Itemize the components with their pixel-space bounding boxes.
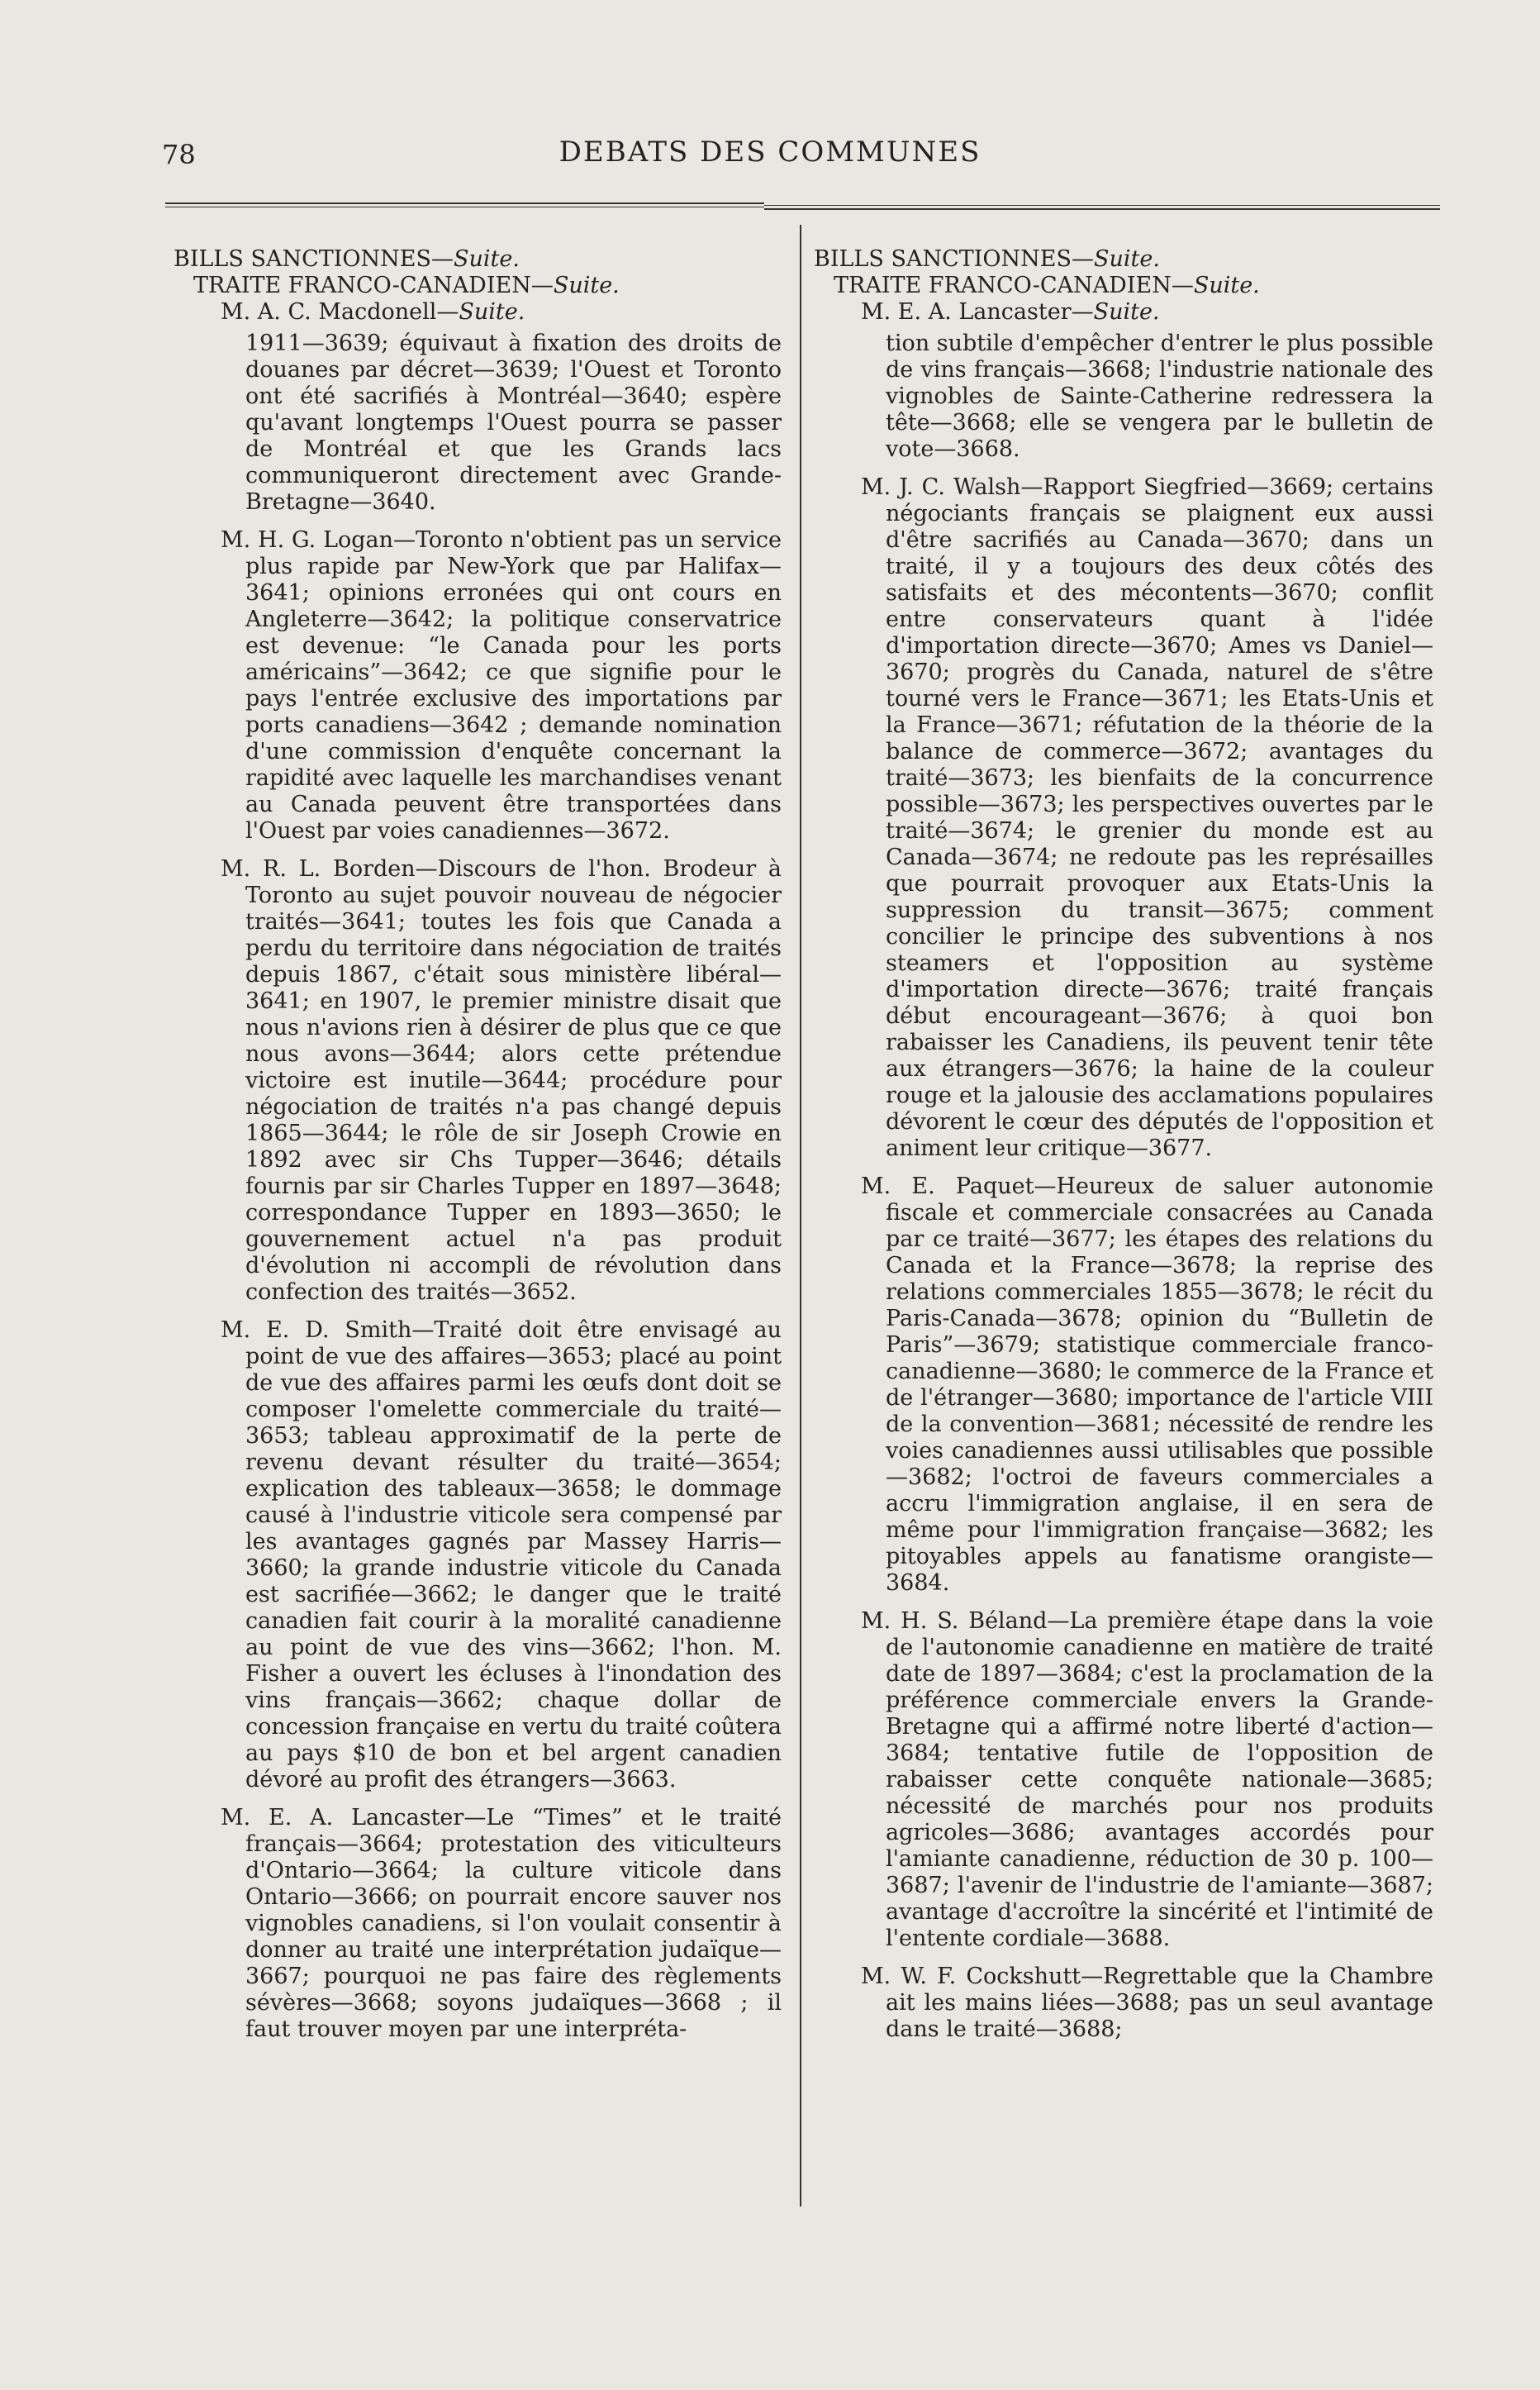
index-entry: M. R. L. Borden—Discours de l'hon. Brodeur à Toronto au sujet pouvoir nouveau de négocier traités—3641; toutes les fois que Canada a perdu du territoire dans négociation de traités depuis 1867, c'était sous ministère libéral—3641; en 1907, le premier ministre disait que nous n'avions rien à désirer de plus que ce que nous avons—3644; alors cette prétendue victoire est inutile—3644; procédure pour négociation de traités n'a pas changé depuis 1865—3644; le rôle de sir Joseph Crowie en 1892 avec sir Chs Tupper—3646; détails fournis par sir Charles Tupper en 1897—3648; correspondance Tupper en 1893—3650; le gouvernement actuel n'a pas produit d'évolution ni accompli de révolution dans confection des traités—3652. bbox=[221, 856, 782, 1305]
suite-label: Suite. bbox=[553, 273, 620, 298]
header-rule-left bbox=[165, 202, 764, 207]
subsection-heading-text: TRAITE FRANCO-CANADIEN— bbox=[193, 273, 554, 298]
index-entry: tion subtile d'empêcher d'entrer le plus possible de vins français—3668; l'industrie nationale des vignobles de Sainte-Catherine redressera la tête—3668; elle se vengera par le bulletin de vote—3668. bbox=[886, 331, 1433, 462]
section-heading bbox=[173, 246, 782, 273]
section-heading bbox=[814, 246, 1433, 273]
index-entry: M. E. D. Smith—Traité doit être envisagé au point de vue des affaires—3653; placé au point de vue des affaires parmi les œufs dont doit se composer l'omelette commerciale du traité—3653; tableau approximatif de la perte de revenu devant résulter du traité—3654; explication des tableaux—3658; le dommage causé à l'industrie viticole sera compensé par les avantages gagnés par Massey Harris—3660; la grande industrie viticole du Canada est sacrifiée—3662; le danger que le traité canadien fait courir à la moralité canadienne au point de vue des vins—3662; l'hon. M. Fisher a ouvert les écluses à l'inondation des vins français—3662; chaque dollar de concession française en vertu du traité coûtera au pays $10 de bon et bel argent canadien dévoré au profit des étrangers—3663. bbox=[221, 1317, 782, 1792]
index-entry: M. E. A. Lancaster—Le “Times” et le traité français—3664; protestation des viticulteurs d'Ontario—3664; la culture viticole dans Ontario—3666; on pourrait encore sauver nos vignobles canadiens, si l'on voulait consentir à donner au traité une interprétation judaïque—3667; pourquoi ne pas faire des règlements sévères—3668; soyons judaïques—3668 ; il faut trouver moyen par une interpréta- bbox=[221, 1805, 782, 2042]
page-number: 78 bbox=[162, 139, 196, 170]
right-column bbox=[814, 246, 1433, 2054]
running-head: DEBATS DES COMMUNES bbox=[558, 136, 982, 169]
index-entry: M. H. S. Béland—La première étape dans la voie de l'autonomie canadienne en matière de traité date de 1897—3684; c'est la proclamation de la préférence commerciale envers la Grande-Bretagne qui a affirmé notre liberté d'action—3684; tentative futile de l'opposition de rabaisser cette conquête nationale—3685; nécessité de marchés pour nos produits agricoles—3686; avantages accordés pour l'amiante canadienne, réduction de 30 p. 100—3687; l'avenir de l'industrie de l'amiante—3687; avantage d'accroître la sincérité et l'intimité de l'entente cordiale—3688. bbox=[861, 1608, 1433, 1951]
subsection-heading-text: TRAITE FRANCO-CANADIEN— bbox=[834, 273, 1194, 298]
suite-label: Suite. bbox=[454, 246, 520, 272]
section-heading-text: BILLS SANCTIONNES— bbox=[814, 246, 1094, 272]
header-rule-right bbox=[764, 205, 1440, 210]
index-entry: M. E. Paquet—Heureux de saluer autonomie fiscale et commerciale consacrées au Canada par ce traité—3677; les étapes des relations du Canada et la France—3678; la reprise des relations commerciales 1855—3678; le récit du Paris-Canada—3678; opinion du “Bulletin de Paris”—3679; statistique commerciale franco-canadienne—3680; le commerce de la France et de l'étranger—3680; importance de l'article VIII de la convention—3681; nécessité de rendre les voies canadiennes aussi utilisables que possible—3682; l'octroi de faveurs commerciales a accru l'immigration anglaise, il en sera de même pour l'immigration française—3682; les pitoyables appels au fanatisme orangiste—3684. bbox=[861, 1174, 1433, 1596]
suite-label: Suite. bbox=[459, 299, 525, 325]
index-entry: M. W. F. Cockshutt—Regrettable que la Chambre ait les mains liées—3688; pas un seul avantage dans le traité—3688; bbox=[861, 1964, 1433, 2042]
speaker-heading-text: M. E. A. Lancaster— bbox=[861, 299, 1094, 325]
index-entry: M. H. G. Logan—Toronto n'obtient pas un service plus rapide par New-York que par Halifax—3641; opinions erronées qui ont cours en Angleterre—3642; la politique conservatrice est devenue: “le Canada pour les ports américains”—3642; ce que signifie pour le pays l'entrée exclusive des importations par ports canadiens—3642 ; demande nomination d'une commission d'enquête concernant la rapidité avec laquelle les marchandises venant au Canada peuvent être transportées dans l'Ouest par voies canadiennes—3672. bbox=[221, 527, 782, 844]
section-heading-text: BILLS SANCTIONNES— bbox=[173, 246, 454, 272]
speaker-heading-text: M. A. C. Macdonell— bbox=[221, 299, 459, 325]
column-divider bbox=[800, 225, 801, 2207]
subsection-heading bbox=[173, 273, 782, 299]
suite-label: Suite. bbox=[1193, 273, 1260, 298]
suite-label: Suite. bbox=[1094, 246, 1160, 272]
subsection-heading bbox=[814, 273, 1433, 299]
left-column bbox=[173, 246, 782, 2054]
speaker-heading bbox=[173, 299, 782, 326]
index-entry: M. J. C. Walsh—Rapport Siegfried—3669; certains négociants français se plaignent eux aussi d'être sacrifiés au Canada—3670; dans un traité, il y a toujours des deux côtés des satisfaits et des mécontents—3670; conflit entre conservateurs quant à l'idée d'importation directe—3670; Ames vs Daniel—3670; progrès du Canada, naturel de s'être tourné vers le France—3671; les Etats-Unis et la France—3671; réfutation de la théorie de la balance de commerce—3672; avantages du traité—3673; les bienfaits de la concurrence possible—3673; les perspectives ouvertes par le traité—3674; le grenier du monde est au Canada—3674; ne redoute pas les représailles que pourrait provoquer aux Etats-Unis la suppression du transit—3675; comment concilier le principe des subventions à nos steamers et l'opposition au système d'importation directe—3676; traité français début encourageant—3676; à quoi bon rabaisser les Canadiens, ils peuvent tenir tête aux étrangers—3676; la haine de la couleur rouge et la jalousie des acclamations populaires dévorent le cœur des députés de l'opposition et animent leur critique—3677. bbox=[861, 474, 1433, 1161]
index-entry: 1911—3639; équivaut à fixation des droits de douanes par décret—3639; l'Ouest et Toronto ont été sacrifiés à Montréal—3640; espère qu'avant longtemps l'Ouest pourra se passer de Montréal et que les Grands lacs communiqueront directement avec Grande-Bretagne—3640. bbox=[245, 331, 782, 515]
speaker-heading bbox=[814, 299, 1433, 326]
suite-label: Suite. bbox=[1093, 299, 1160, 325]
